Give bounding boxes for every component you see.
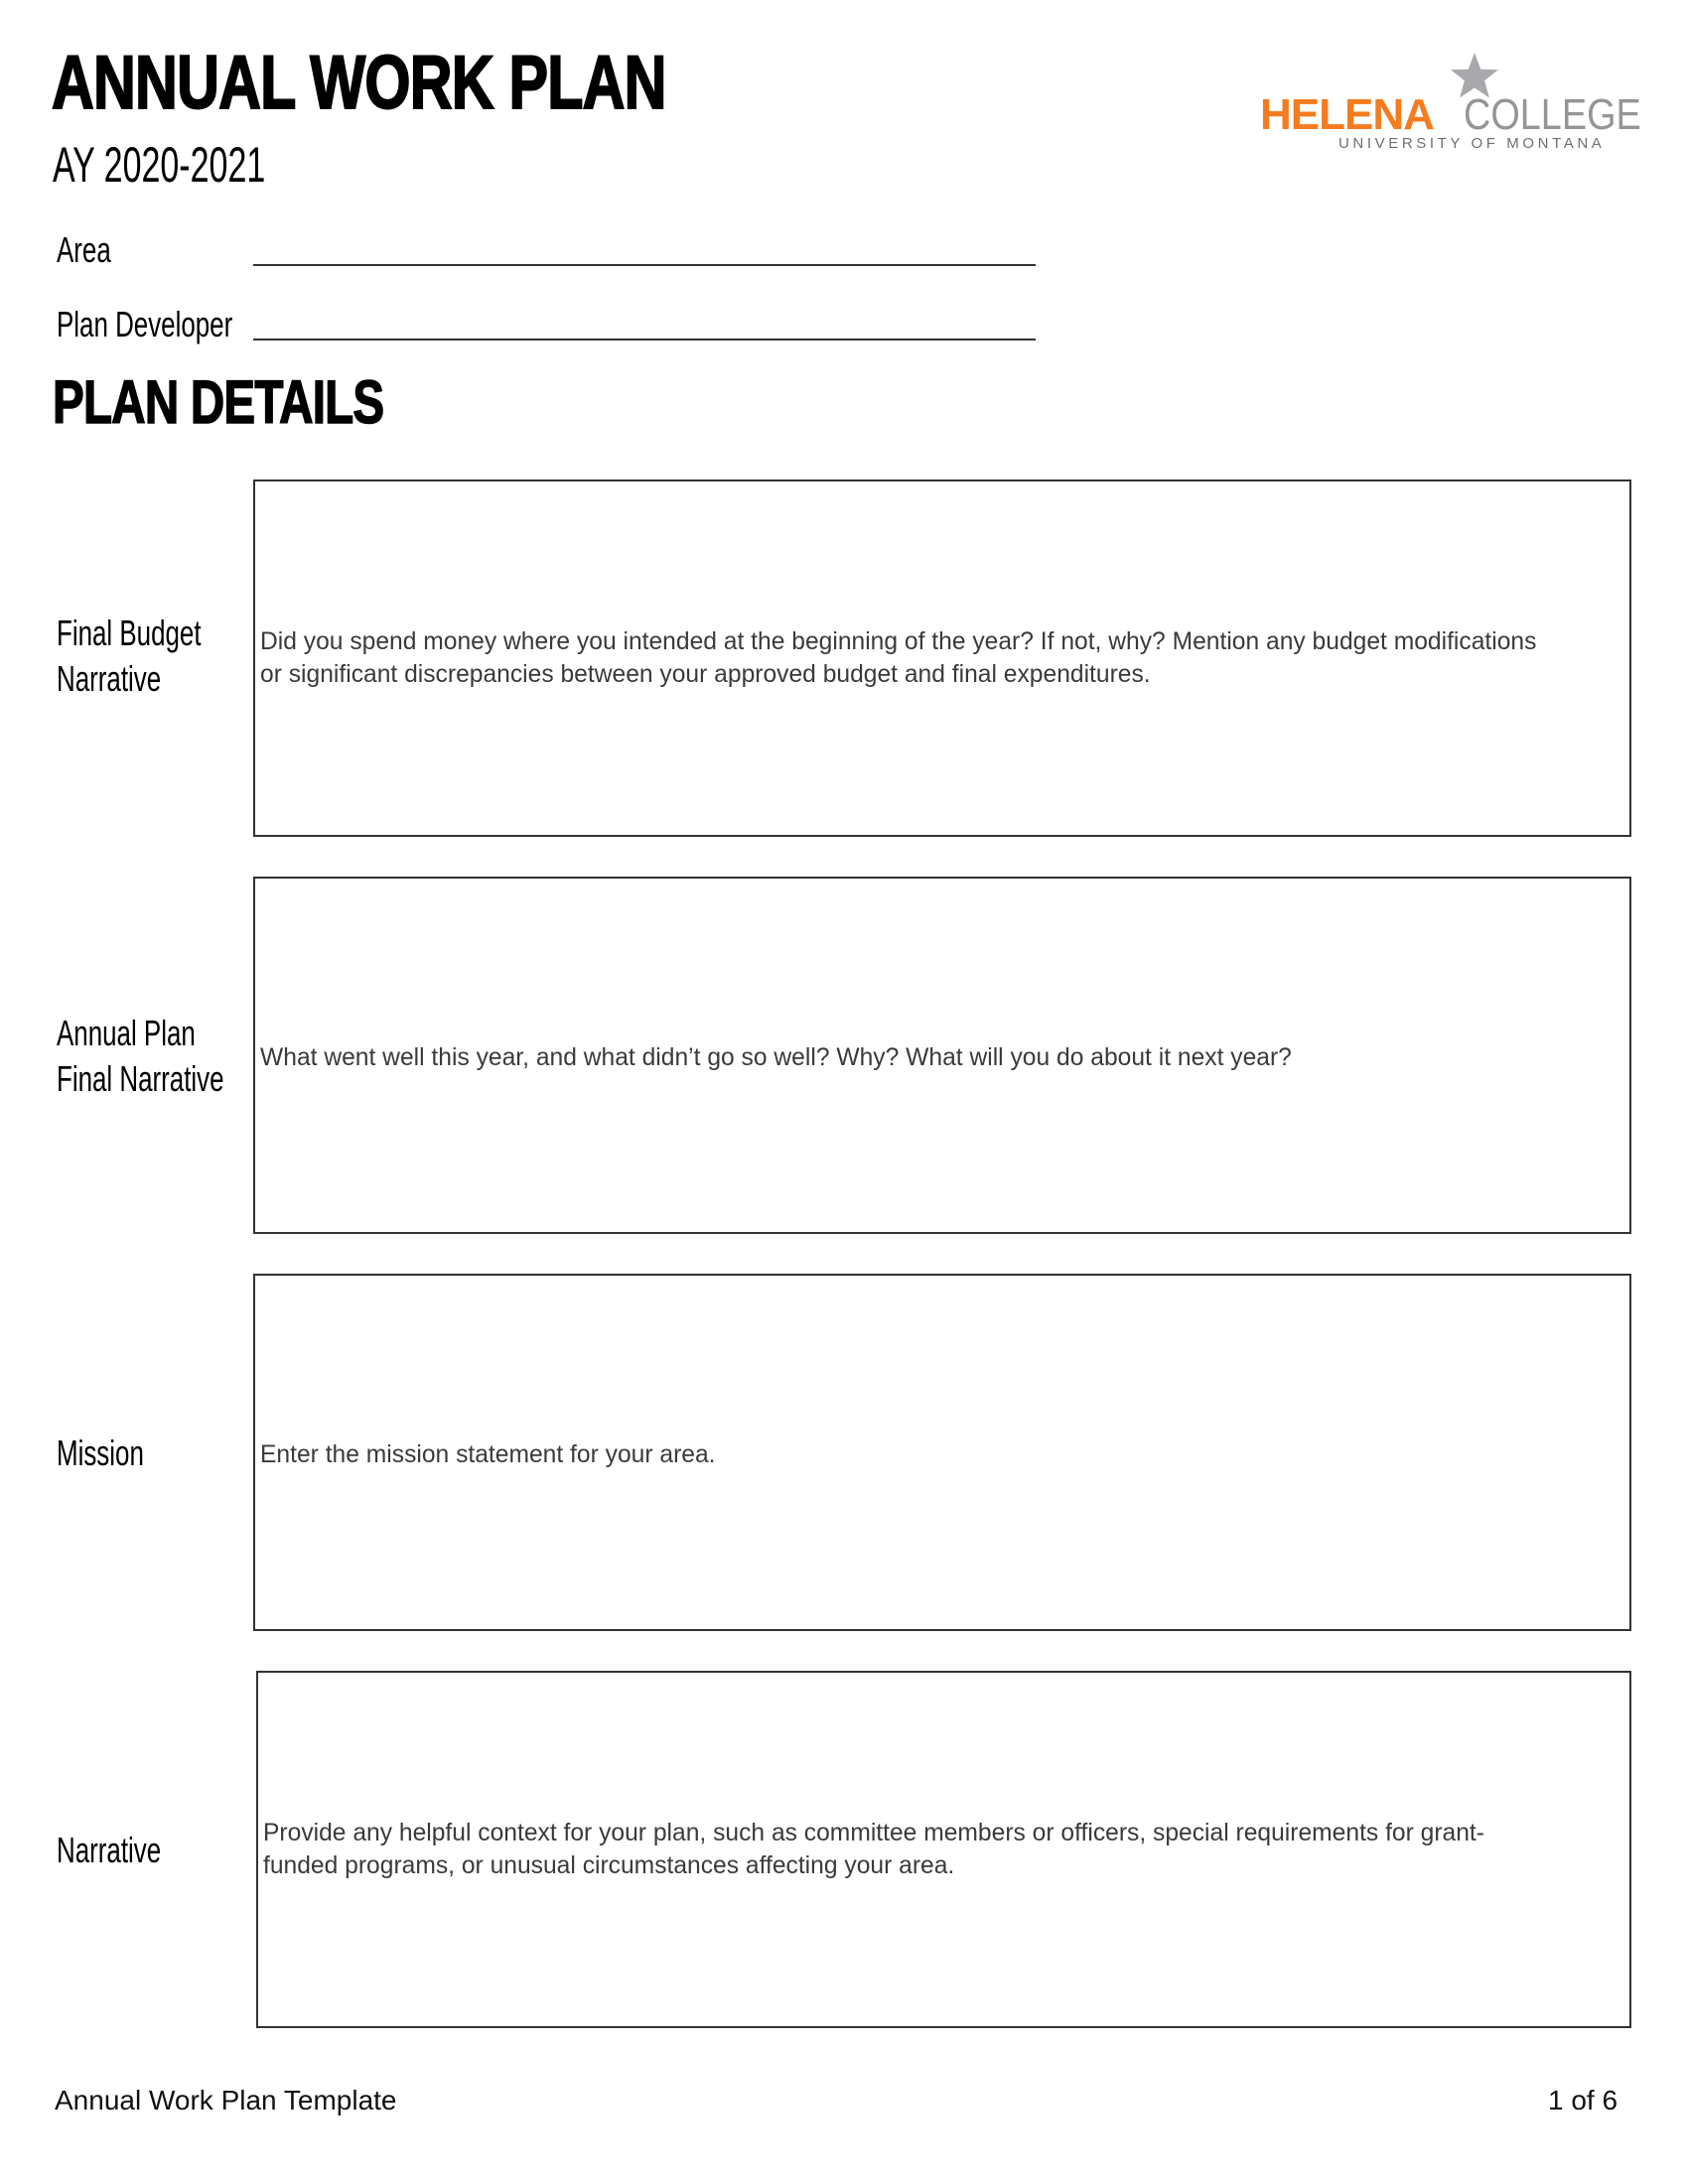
prompt-line: Enter the mission statement for your area.: [260, 1440, 716, 1468]
row-label-line: Annual Plan: [57, 1013, 196, 1053]
prompt-line: or significant discrepancies between your approved budget and final expenditures.: [260, 660, 1151, 688]
prompt-line: Provide any helpful context for your plan, such as committee members or officers, special requirements for grant-: [263, 1819, 1484, 1846]
textbox-prompt: [260, 1438, 1599, 1471]
mission-textbox[interactable]: [253, 1274, 1631, 1631]
row-label-line: Final Narrative: [57, 1058, 224, 1099]
area-input-line[interactable]: [253, 264, 1036, 266]
textbox-prompt: [260, 625, 1599, 691]
prompt-line: funded programs, or unusual circumstances affecting your area.: [263, 1851, 955, 1879]
textbox-prompt: [263, 1817, 1600, 1882]
annual-plan-final-narrative-textbox[interactable]: [253, 877, 1631, 1234]
row-label: [57, 611, 202, 702]
prompt-line: What went well this year, and what didn’t go so well? Why? What will you do about it next year?: [260, 1043, 1292, 1071]
narrative-textbox[interactable]: [256, 1671, 1631, 2028]
prompt-line: Did you spend money where you intended at the beginning of the year? If not, why? Mention any budget modifications: [260, 627, 1537, 655]
plan-developer-label: Plan Developer: [57, 304, 233, 344]
logo-helena-text: HELENA: [1260, 90, 1434, 139]
academic-year: AY 2020-2021: [53, 137, 266, 193]
section-title: PLAN DETAILS: [53, 368, 384, 436]
page-title: ANNUAL WORK PLAN: [52, 41, 666, 125]
final-budget-narrative-textbox[interactable]: [253, 479, 1631, 837]
row-label: [57, 1011, 224, 1102]
row-label-line: Narrative: [57, 658, 162, 699]
row-label-line: Final Budget: [57, 613, 202, 653]
logo-tagline: UNIVERSITY OF MONTANA: [1338, 135, 1606, 152]
row-label: [57, 1828, 161, 1873]
logo-college-text: COLLEGE: [1464, 90, 1641, 139]
row-label: [57, 1431, 144, 1476]
row-label-line: Mission: [57, 1433, 144, 1473]
plan-developer-input-line[interactable]: [253, 339, 1036, 341]
textbox-prompt: [260, 1041, 1599, 1074]
footer-document-name: Annual Work Plan Template: [55, 2085, 397, 2116]
row-label-line: Narrative: [57, 1830, 162, 1870]
area-label: Area: [57, 229, 111, 270]
helena-college-logo: [1241, 50, 1648, 154]
footer-page-indicator: 1 of 6: [1548, 2085, 1618, 2116]
